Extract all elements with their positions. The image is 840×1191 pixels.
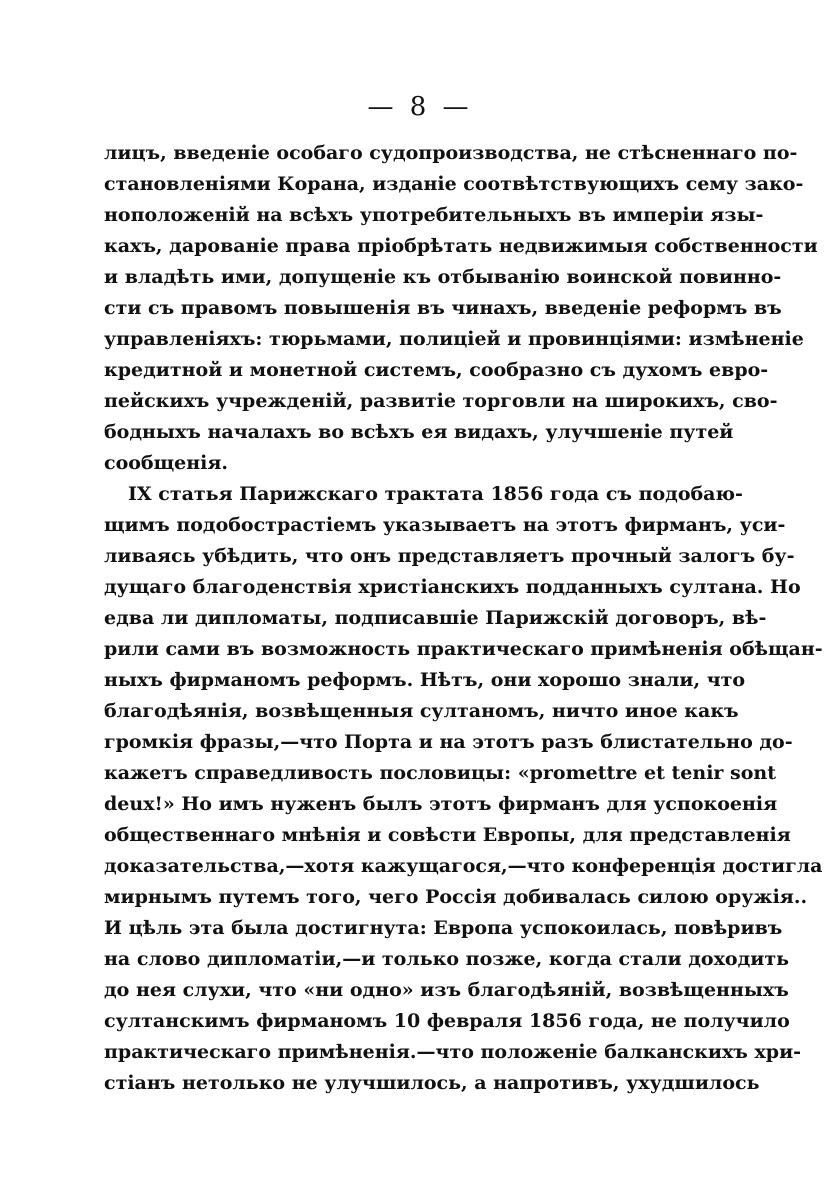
text-line: громкія фразы,—что Порта и на этотъ разъ блистательно до-	[104, 731, 793, 753]
text-line: бодныхъ началахъ во всѣхъ ея видахъ, улучшеніе путей	[104, 421, 734, 443]
text-line: становленіями Корана, изданіе соотвѣтствующихъ сему зако-	[104, 173, 804, 195]
text-line: ливаясь убѣдить, что онъ представляетъ прочный залогъ бу-	[104, 545, 795, 567]
text-line: пейскихъ учрежденій, развитіе торговли на широкихъ, сво-	[104, 390, 778, 412]
text-line: султанскимъ фирманомъ 10 февраля 1856 года, не получило	[104, 1010, 790, 1032]
text-line: кахъ, дарованіе права пріобрѣтать недвижимыя собственности	[104, 235, 818, 257]
text-line: щимъ подобострастіемъ указываетъ на этотъ фирманъ, уси-	[104, 514, 786, 536]
text-line: до нея слухи, что «ни одно» изъ благодѣяній, возвѣщенныхъ	[104, 979, 789, 1001]
text-line: дущаго благоденствія христіанскихъ подданныхъ султана. Но	[104, 576, 801, 598]
text-line: кредитной и монетной системъ, сообразно съ духомъ евро-	[104, 359, 769, 381]
text-line: общественнаго мнѣнія и совѣсти Европы, для представленія	[104, 824, 791, 846]
text-line: едва ли дипломаты, подписавшіе Парижскій договоръ, вѣ-	[104, 607, 767, 629]
paragraph	[104, 138, 818, 479]
text-line: лицъ, введеніе особаго судопроизводства, не стѣсненнаго по-	[104, 142, 798, 164]
text-line: на слово дипломатіи,—и только позже, когда стали доходить	[104, 948, 790, 970]
text-line: и владѣть ими, допущеніе къ отбыванію воинской повинно-	[104, 266, 782, 288]
text-line: deux!» Но имъ нуженъ былъ этотъ фирманъ для успокоенія	[104, 793, 778, 815]
text-line: благодѣянія, возвѣщенныя султаномъ, ничто иное какъ	[104, 700, 739, 722]
text-line: ныхъ фирманомъ реформъ. Нѣтъ, они хорошо знали, что	[104, 669, 746, 691]
text-line: практическаго примѣненія.—что положеніе балканскихъ хри-	[104, 1041, 802, 1063]
text-line: ноположеній на всѣхъ употребительныхъ въ имперіи язы-	[104, 204, 764, 226]
text-line: кажетъ справедливость пословицы: «promettre et tenir sont	[104, 762, 776, 784]
text-line: рили сами въ возможность практическаго примѣненія обѣщан-	[104, 638, 823, 660]
text-line: доказательства,—хотя кажущагося,—что конференція достигла	[104, 855, 823, 877]
body-text	[104, 138, 823, 1099]
text-line: мирнымъ путемъ того, чего Россія добивалась силою оружія..	[104, 886, 808, 908]
text-line: И цѣль эта была достигнута: Европа успокоилась, повѣривъ	[104, 917, 783, 939]
text-line: сообщенія.	[104, 452, 229, 474]
text-line: управленіяхъ: тюрьмами, полиціей и провинціями: измѣненіе	[104, 328, 804, 350]
page-number: — 8 —	[367, 92, 473, 122]
text-line: IX статья Парижскаго трактата 1856 года съ подобаю-	[128, 483, 743, 505]
paragraph	[104, 479, 823, 1099]
text-line: сти съ правомъ повышенія въ чинахъ, введеніе реформъ въ	[104, 297, 782, 319]
text-line: стіанъ нетолько не улучшилось, а напротивъ, ухудшилось	[104, 1072, 760, 1094]
